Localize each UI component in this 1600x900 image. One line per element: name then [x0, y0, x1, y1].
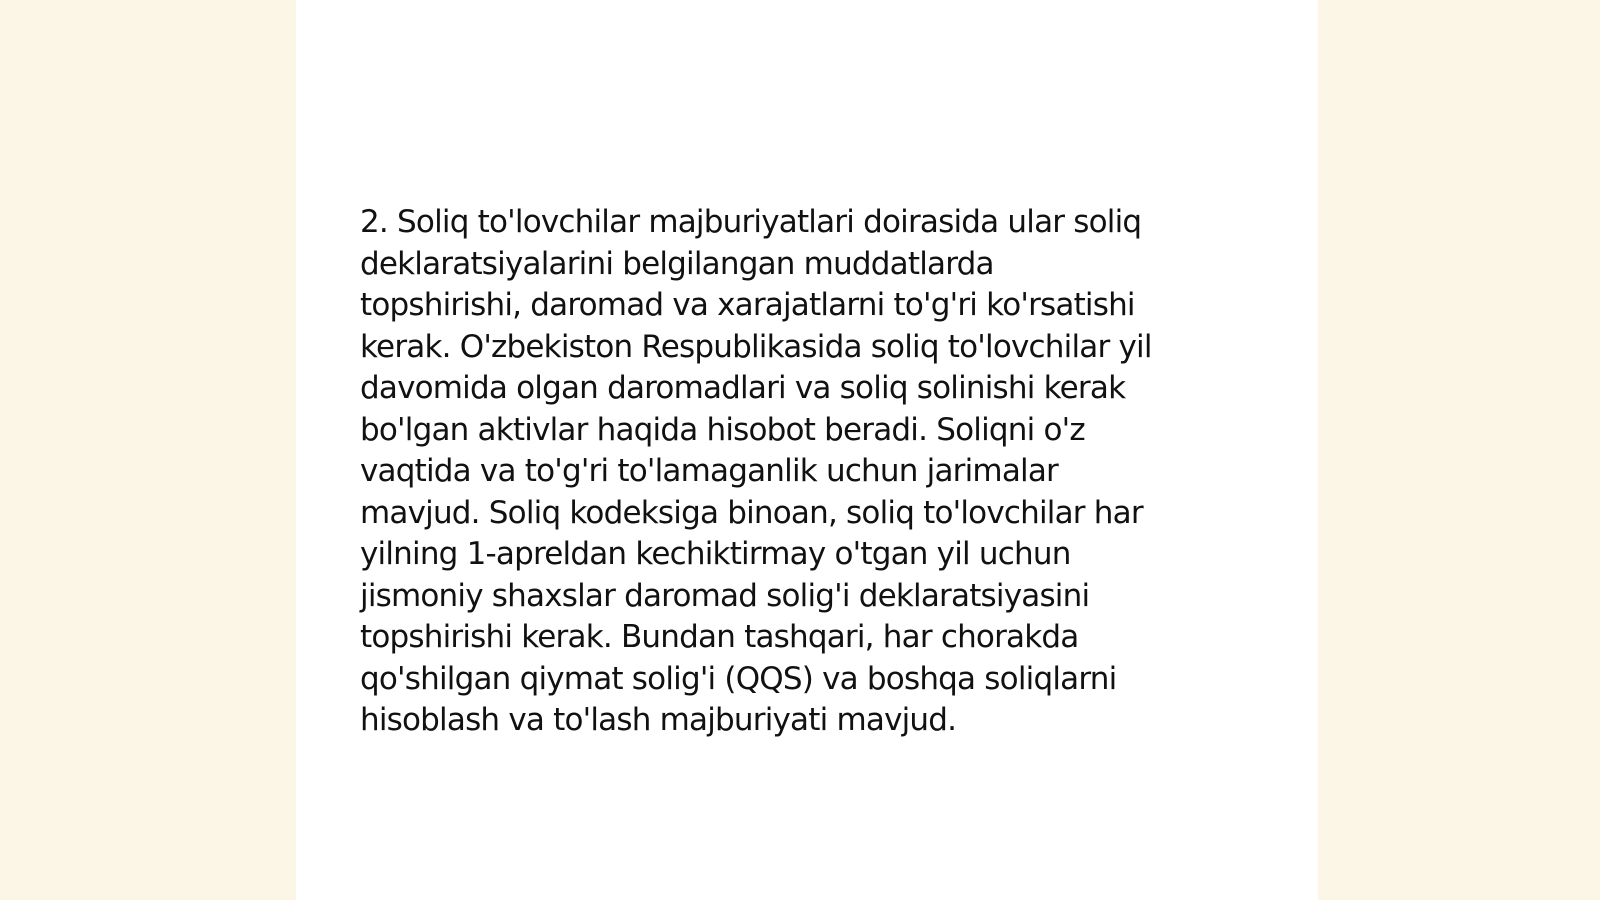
slide-canvas — [296, 0, 1318, 900]
slide-body-text: 2. Soliq to'lovchilar majburiyatlari doirasida ular soliq deklaratsiyalarini belgilangan muddatlarda topshirishi, daromad va xarajatlarni to'g'ri ko'rsatishi kerak. O'zbekiston Respublikasida soliq to'lovchilar yil davomida olgan daromadlari va soliq solinishi kerak bo'lgan aktivlar haqida hisobot beradi. Soliqni o'z vaqtida va to'g'ri to'lamaganlik uchun jarimalar mavjud. Soliq kodeksiga binoan, soliq to'lovchilar har yilning 1-apreldan kechiktirmay o'tgan yil uchun jismoniy shaxslar daromad solig'i deklaratsiyasini topshirishi kerak. Bundan tashqari, har chorakda qo'shilgan qiymat solig'i (QQS) va boshqa soliqlarni hisoblash va to'lash majburiyati mavjud. — [360, 204, 1152, 738]
